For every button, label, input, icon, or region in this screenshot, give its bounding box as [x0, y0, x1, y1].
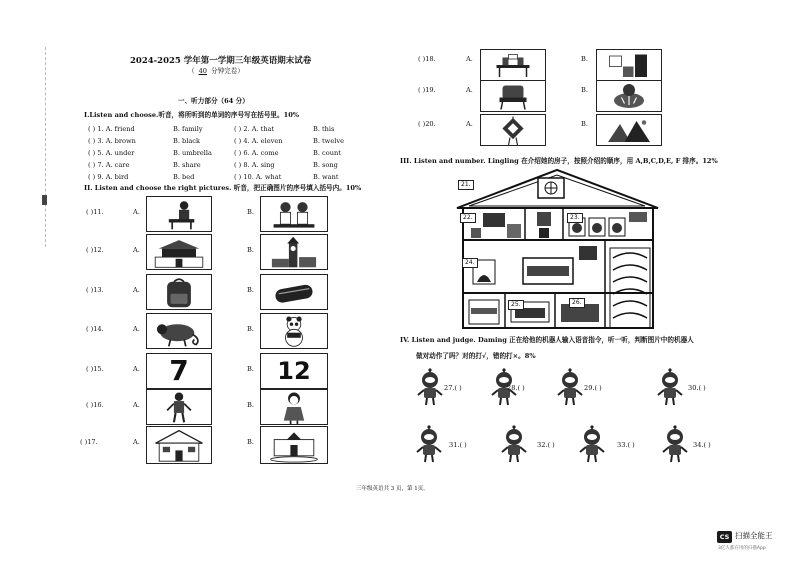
part1-option: ( ) 9. A. bird: [88, 173, 129, 181]
picture-option-a[interactable]: [480, 114, 546, 146]
robot-answer-slot[interactable]: 34.( ): [693, 441, 711, 449]
part1-option: B. family: [173, 125, 203, 133]
part1-option: ( ) 4. A. eleven: [234, 137, 283, 145]
option-a-label: A.: [133, 208, 140, 216]
house-icon: [147, 427, 211, 463]
robot-figure: [659, 425, 691, 463]
robot-icon: [659, 425, 691, 463]
part3-heading: III. Listen and number. Lingling 在介绍她的房子，按照介绍的顺序，用 A,B,C,D,E, F 排序。12%: [400, 157, 718, 165]
part2-heading: II. Listen and choose the right pictures. 听音，把正确图片的序号填入括号内。10%: [84, 184, 362, 192]
option-a-label: A.: [466, 86, 473, 94]
number-twelve: 12: [277, 357, 311, 385]
number-seven: 7: [169, 354, 189, 387]
part1-option: B. song: [313, 161, 338, 169]
robot-answer-slot[interactable]: 28.( ): [507, 384, 525, 392]
girl-icon: [261, 390, 327, 424]
tiger-icon: [597, 81, 661, 111]
option-a-label: A.: [133, 325, 140, 333]
part1-option: ( ) 8. A. sing: [234, 161, 275, 169]
kitchen-icon: [597, 50, 661, 80]
picture-option-b[interactable]: [260, 353, 328, 389]
picture-option-a[interactable]: [146, 196, 212, 232]
robot-icon: [576, 425, 608, 463]
room-label-25: 25.: [508, 300, 524, 310]
option-a-label: A.: [466, 120, 473, 128]
robot-figure: [654, 368, 686, 406]
picture-option-b[interactable]: [596, 114, 662, 146]
question-number: ( )17.: [80, 438, 98, 446]
room-label-24: 24.: [462, 258, 478, 268]
picture-option-b[interactable]: [260, 234, 328, 270]
scanner-badge: CS: [717, 531, 732, 543]
picture-option-b[interactable]: [260, 274, 328, 310]
part1-option: B. want: [313, 173, 339, 181]
picture-option-a[interactable]: [146, 234, 212, 270]
robot-icon: [498, 425, 530, 463]
picture-option-a[interactable]: [480, 80, 546, 112]
part1-option: B. black: [173, 137, 200, 145]
chair-icon: [481, 81, 545, 111]
part1-option: ( ) 3. A. brown: [88, 137, 136, 145]
part1-option: ( ) 7. A. care: [88, 161, 130, 169]
option-b-label: B.: [247, 246, 254, 254]
robot-answer-slot[interactable]: 30.( ): [688, 384, 706, 392]
tiananmen-icon: [147, 235, 211, 269]
picture-option-a[interactable]: [146, 353, 212, 389]
question-number: ( )13.: [86, 286, 104, 294]
dining-room-icon: [481, 50, 545, 80]
picture-option-b[interactable]: [260, 426, 328, 464]
section-listening: 一、听力部分（64 分）: [178, 97, 249, 105]
question-number: ( )20.: [418, 120, 436, 128]
part1-option: ( ) 5. A. under: [88, 149, 135, 157]
robot-answer-slot[interactable]: 32.( ): [537, 441, 555, 449]
part1-option: ( ) 6. A. come: [234, 149, 279, 157]
robot-figure: [576, 425, 608, 463]
chinese-knot-icon: [481, 115, 545, 145]
picture-option-b[interactable]: [260, 389, 328, 425]
pencil-case-icon: [261, 275, 327, 309]
exam-time: （ 40 分钟完卷）: [188, 67, 244, 75]
robot-answer-slot[interactable]: 33.( ): [617, 441, 635, 449]
robot-icon: [554, 368, 586, 406]
option-b-label: B.: [247, 286, 254, 294]
picture-option-b[interactable]: [596, 80, 662, 112]
option-b-label: B.: [581, 55, 588, 63]
binding-mark: [42, 195, 47, 205]
question-number: ( )12.: [86, 246, 104, 254]
landscape-icon: [597, 115, 661, 145]
girl-sitting-icon: [147, 197, 211, 231]
option-b-label: B.: [247, 208, 254, 216]
panda-icon: [261, 314, 327, 348]
robot-figure: [498, 425, 530, 463]
question-number: ( )15.: [86, 365, 104, 373]
exam-title: 2024-2025 学年第一学期三年级英语期末试卷: [130, 56, 312, 66]
option-b-label: B.: [247, 365, 254, 373]
part1-option: B. umbrella: [173, 149, 212, 157]
option-a-label: A.: [133, 246, 140, 254]
part1-option: B. share: [173, 161, 201, 169]
picture-option-a[interactable]: [146, 426, 212, 464]
children-icon: [261, 197, 327, 231]
option-b-label: B.: [581, 86, 588, 94]
question-number: ( )11.: [86, 208, 104, 216]
picture-option-a[interactable]: [146, 389, 212, 425]
option-b-label: B.: [247, 401, 254, 409]
option-b-label: B.: [581, 120, 588, 128]
robot-figure: [554, 368, 586, 406]
robot-answer-slot[interactable]: 27.( ): [444, 384, 462, 392]
question-number: ( )16.: [86, 401, 104, 409]
room-label-21: 21.: [458, 180, 474, 190]
picture-option-b[interactable]: [260, 313, 328, 349]
picture-option-a[interactable]: [146, 274, 212, 310]
room-label-26: 26.: [569, 298, 585, 308]
option-a-label: A.: [133, 286, 140, 294]
picture-option-a[interactable]: [480, 49, 546, 81]
option-b-label: B.: [247, 438, 254, 446]
school-icon: [261, 427, 327, 463]
question-number: ( )14.: [86, 325, 104, 333]
option-a-label: A.: [466, 55, 473, 63]
page-footer: 三年级英语共 3 页，第 1页。: [356, 486, 429, 492]
part1-heading: I.Listen and choose.听音，将所听到的单词的序号写在括号里。10%: [84, 111, 300, 119]
robot-icon: [413, 425, 445, 463]
part1-option: ( ) 2. A. that: [234, 125, 275, 133]
part4-heading: IV. Listen and judge. Daming 正在给他的机器人输入语音指令，听一听，判断图片中的机器人: [400, 336, 694, 344]
part4-heading-2: 做对动作了吗？对的打√，错的打×。8%: [416, 352, 536, 360]
question-number: ( )19.: [418, 86, 436, 94]
picture-option-a[interactable]: [146, 313, 212, 349]
part1-option: B. count: [313, 149, 341, 157]
picture-option-b[interactable]: [260, 196, 328, 232]
backpack-icon: [147, 275, 211, 309]
picture-option-b[interactable]: [596, 49, 662, 81]
big-ben-icon: [261, 235, 327, 269]
room-label-22: 22.: [460, 213, 476, 223]
robot-figure: [414, 368, 446, 406]
part1-option: B. bed: [173, 173, 195, 181]
robot-icon: [654, 368, 686, 406]
question-number: ( )18.: [418, 55, 436, 63]
robot-icon: [414, 368, 446, 406]
option-a-label: A.: [133, 401, 140, 409]
robot-answer-slot[interactable]: 31.( ): [449, 441, 467, 449]
part1-option: B. twelve: [313, 137, 344, 145]
house-diagram: [455, 168, 660, 330]
chameleon-icon: [147, 314, 211, 348]
scanner-name: 扫描全能王: [735, 531, 773, 540]
boy-icon: [147, 390, 211, 424]
part1-option: ( ) 10. A. what: [234, 173, 282, 181]
scanner-tagline: 3亿人都在用的扫描App: [718, 546, 766, 551]
option-b-label: B.: [247, 325, 254, 333]
option-a-label: A.: [133, 438, 140, 446]
robot-figure: [413, 425, 445, 463]
option-a-label: A.: [133, 365, 140, 373]
robot-answer-slot[interactable]: 29.( ): [584, 384, 602, 392]
part1-option: ( ) 1. A. friend: [88, 125, 135, 133]
part1-option: B. this: [313, 125, 335, 133]
room-label-23: 23.: [567, 213, 583, 223]
binding-line: [45, 47, 47, 247]
